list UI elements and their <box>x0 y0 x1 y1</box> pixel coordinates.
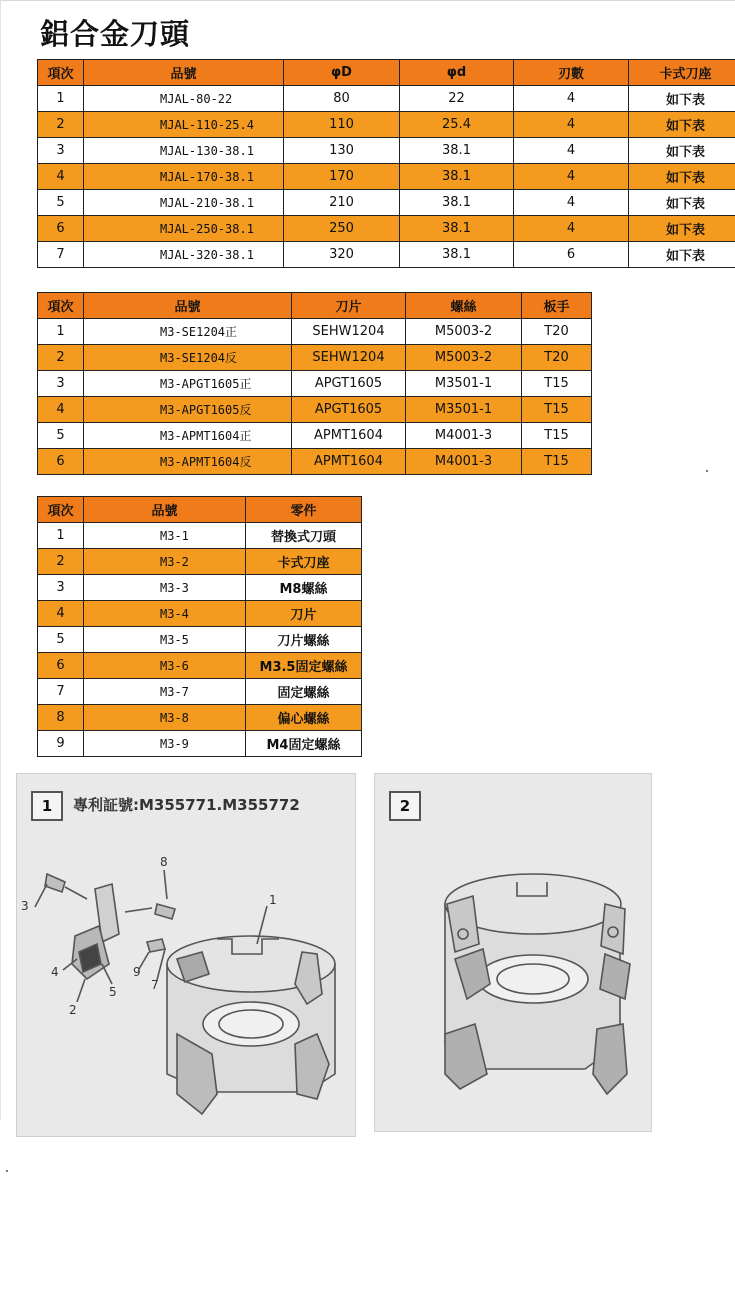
parts-table-header <box>38 497 362 523</box>
table3-cell: M4固定螺絲 <box>246 731 362 757</box>
table1-cell: 1 <box>38 86 84 112</box>
stray-mark <box>706 470 708 472</box>
callout-3: 3 <box>21 899 29 913</box>
table1-cell: 6 <box>514 242 629 268</box>
table2-cell: M3-SE1204正 <box>84 319 292 345</box>
table1-cell: MJAL-80-22 <box>84 86 284 112</box>
exploded-view-figure <box>16 773 356 1137</box>
table3-cell: 2 <box>38 549 84 575</box>
table3-cell: 卡式刀座 <box>246 549 362 575</box>
figure-number: 1 <box>31 791 63 821</box>
table1-cell: 130 <box>284 138 400 164</box>
table3-header-cell: 品號 <box>84 497 246 523</box>
table-row <box>38 601 362 627</box>
table2-cell: M3501-1 <box>406 397 522 423</box>
callout-9: 9 <box>133 965 141 979</box>
page-title: 鋁合金刀頭 <box>40 17 191 51</box>
table2-cell: M4001-3 <box>406 423 522 449</box>
table1-cell: 38.1 <box>400 138 514 164</box>
table3-cell: M3-2 <box>84 549 246 575</box>
table3-cell: 刀片螺絲 <box>246 627 362 653</box>
table3-cell: 6 <box>38 653 84 679</box>
parts-table-body <box>38 523 362 757</box>
table2-cell: 5 <box>38 423 84 449</box>
table3-cell: 固定螺絲 <box>246 679 362 705</box>
table2-header-cell: 板手 <box>522 293 592 319</box>
table1-cell: 250 <box>284 216 400 242</box>
table3-header-cell: 零件 <box>246 497 362 523</box>
table1-cell: 如下表 <box>629 164 735 190</box>
table2-cell: 6 <box>38 449 84 475</box>
table-row <box>38 705 362 731</box>
table1-cell: 4 <box>514 216 629 242</box>
callout-5: 5 <box>109 985 117 999</box>
table3-cell: M3-4 <box>84 601 246 627</box>
table1-cell: 4 <box>514 112 629 138</box>
exploded-cutter-drawing <box>17 774 355 1136</box>
stray-mark <box>6 1170 8 1172</box>
table1-cell: 22 <box>400 86 514 112</box>
table3-cell: 9 <box>38 731 84 757</box>
parts-table <box>37 496 362 757</box>
table1-cell: 6 <box>38 216 84 242</box>
table1-cell: MJAL-250-38.1 <box>84 216 284 242</box>
table2-cell: M3-APGT1605正 <box>84 371 292 397</box>
table1-cell: 如下表 <box>629 138 735 164</box>
table3-cell: M3-7 <box>84 679 246 705</box>
cartridge-table-body <box>38 319 592 475</box>
table2-cell: T20 <box>522 345 592 371</box>
top-rule <box>0 0 735 1</box>
table1-cell: 如下表 <box>629 86 735 112</box>
table2-cell: 2 <box>38 345 84 371</box>
table-row <box>38 319 592 345</box>
table1-header-cell: 卡式刀座 <box>629 60 735 86</box>
table1-cell: 2 <box>38 112 84 138</box>
table2-cell: APGT1605 <box>292 371 406 397</box>
table3-cell: 7 <box>38 679 84 705</box>
table3-cell: M3-8 <box>84 705 246 731</box>
table-row <box>38 371 592 397</box>
table1-cell: 如下表 <box>629 216 735 242</box>
table1-cell: MJAL-320-38.1 <box>84 242 284 268</box>
table-row <box>38 627 362 653</box>
table2-cell: M5003-2 <box>406 345 522 371</box>
cartridge-table <box>37 292 592 475</box>
table1-cell: 7 <box>38 242 84 268</box>
table2-header-cell: 刀片 <box>292 293 406 319</box>
table2-cell: APMT1604 <box>292 449 406 475</box>
table3-cell: 4 <box>38 601 84 627</box>
table1-cell: 38.1 <box>400 164 514 190</box>
table-row <box>38 164 735 190</box>
table1-cell: 80 <box>284 86 400 112</box>
table1-cell: 4 <box>514 190 629 216</box>
table-row <box>38 138 735 164</box>
table3-cell: 5 <box>38 627 84 653</box>
table3-cell: 偏心螺絲 <box>246 705 362 731</box>
table2-cell: T20 <box>522 319 592 345</box>
table1-header-cell: φd <box>400 60 514 86</box>
table2-cell: 1 <box>38 319 84 345</box>
table2-cell: M3-APMT1604反 <box>84 449 292 475</box>
table-row <box>38 86 735 112</box>
table1-cell: 38.1 <box>400 216 514 242</box>
table-row <box>38 575 362 601</box>
callout-2: 2 <box>69 1003 77 1017</box>
table2-cell: T15 <box>522 397 592 423</box>
table2-cell: SEHW1204 <box>292 319 406 345</box>
table2-header-cell: 螺絲 <box>406 293 522 319</box>
table3-cell: M3-1 <box>84 523 246 549</box>
table1-cell: 如下表 <box>629 112 735 138</box>
table1-cell: MJAL-130-38.1 <box>84 138 284 164</box>
table1-cell: 4 <box>514 164 629 190</box>
patent-number: 專利証號:M355771.M355772 <box>73 796 300 814</box>
table2-cell: M5003-2 <box>406 319 522 345</box>
cutter-head-table-body <box>38 86 735 268</box>
table3-cell: M3-3 <box>84 575 246 601</box>
table1-cell: 210 <box>284 190 400 216</box>
table2-cell: M3-APMT1604正 <box>84 423 292 449</box>
table2-cell: T15 <box>522 449 592 475</box>
table1-cell: MJAL-170-38.1 <box>84 164 284 190</box>
assembled-cutter-drawing <box>375 774 651 1131</box>
cutter-head-table <box>37 59 735 268</box>
table3-cell: 替換式刀頭 <box>246 523 362 549</box>
table2-cell: APGT1605 <box>292 397 406 423</box>
table-row <box>38 523 362 549</box>
table-row <box>38 345 592 371</box>
table2-cell: APMT1604 <box>292 423 406 449</box>
table3-cell: 刀片 <box>246 601 362 627</box>
table3-cell: M8螺絲 <box>246 575 362 601</box>
table-row <box>38 731 362 757</box>
figure-number: 2 <box>389 791 421 821</box>
table1-header-cell: 項次 <box>38 60 84 86</box>
table3-cell: M3-6 <box>84 653 246 679</box>
table1-cell: 4 <box>38 164 84 190</box>
table2-cell: SEHW1204 <box>292 345 406 371</box>
table3-cell: 1 <box>38 523 84 549</box>
table1-cell: 25.4 <box>400 112 514 138</box>
table3-cell: 8 <box>38 705 84 731</box>
table-row <box>38 112 735 138</box>
table2-cell: 4 <box>38 397 84 423</box>
table2-cell: M4001-3 <box>406 449 522 475</box>
table1-cell: 4 <box>514 138 629 164</box>
table1-cell: MJAL-210-38.1 <box>84 190 284 216</box>
table2-cell: M3-SE1204反 <box>84 345 292 371</box>
table-row <box>38 397 592 423</box>
table2-cell: T15 <box>522 423 592 449</box>
table2-header-cell: 品號 <box>84 293 292 319</box>
cutter-head-table-header <box>38 60 735 86</box>
table1-cell: 38.1 <box>400 190 514 216</box>
table-row <box>38 679 362 705</box>
table-row <box>38 216 735 242</box>
table1-header-cell: 品號 <box>84 60 284 86</box>
table-row <box>38 242 735 268</box>
table2-cell: 3 <box>38 371 84 397</box>
left-rule <box>0 0 1 1120</box>
table3-cell: 3 <box>38 575 84 601</box>
callout-7: 7 <box>151 978 159 992</box>
table1-cell: 5 <box>38 190 84 216</box>
callout-8: 8 <box>160 855 168 869</box>
table1-cell: 3 <box>38 138 84 164</box>
table-row <box>38 423 592 449</box>
table3-header-cell: 項次 <box>38 497 84 523</box>
table3-cell: M3-9 <box>84 731 246 757</box>
table3-cell: M3-5 <box>84 627 246 653</box>
table1-cell: 如下表 <box>629 190 735 216</box>
table1-cell: MJAL-110-25.4 <box>84 112 284 138</box>
table-row <box>38 190 735 216</box>
table1-cell: 38.1 <box>400 242 514 268</box>
callout-4: 4 <box>51 965 59 979</box>
table1-cell: 110 <box>284 112 400 138</box>
table2-header-cell: 項次 <box>38 293 84 319</box>
table1-cell: 如下表 <box>629 242 735 268</box>
table1-cell: 320 <box>284 242 400 268</box>
table1-cell: 170 <box>284 164 400 190</box>
table2-cell: T15 <box>522 371 592 397</box>
callout-1: 1 <box>269 893 277 907</box>
cartridge-table-header <box>38 293 592 319</box>
table-row <box>38 653 362 679</box>
assembled-view-figure <box>374 773 652 1132</box>
table1-header-cell: φD <box>284 60 400 86</box>
table2-cell: M3501-1 <box>406 371 522 397</box>
table2-cell: M3-APGT1605反 <box>84 397 292 423</box>
table3-cell: M3.5固定螺絲 <box>246 653 362 679</box>
table1-cell: 4 <box>514 86 629 112</box>
table-row <box>38 449 592 475</box>
table1-header-cell: 刃數 <box>514 60 629 86</box>
table-row <box>38 549 362 575</box>
